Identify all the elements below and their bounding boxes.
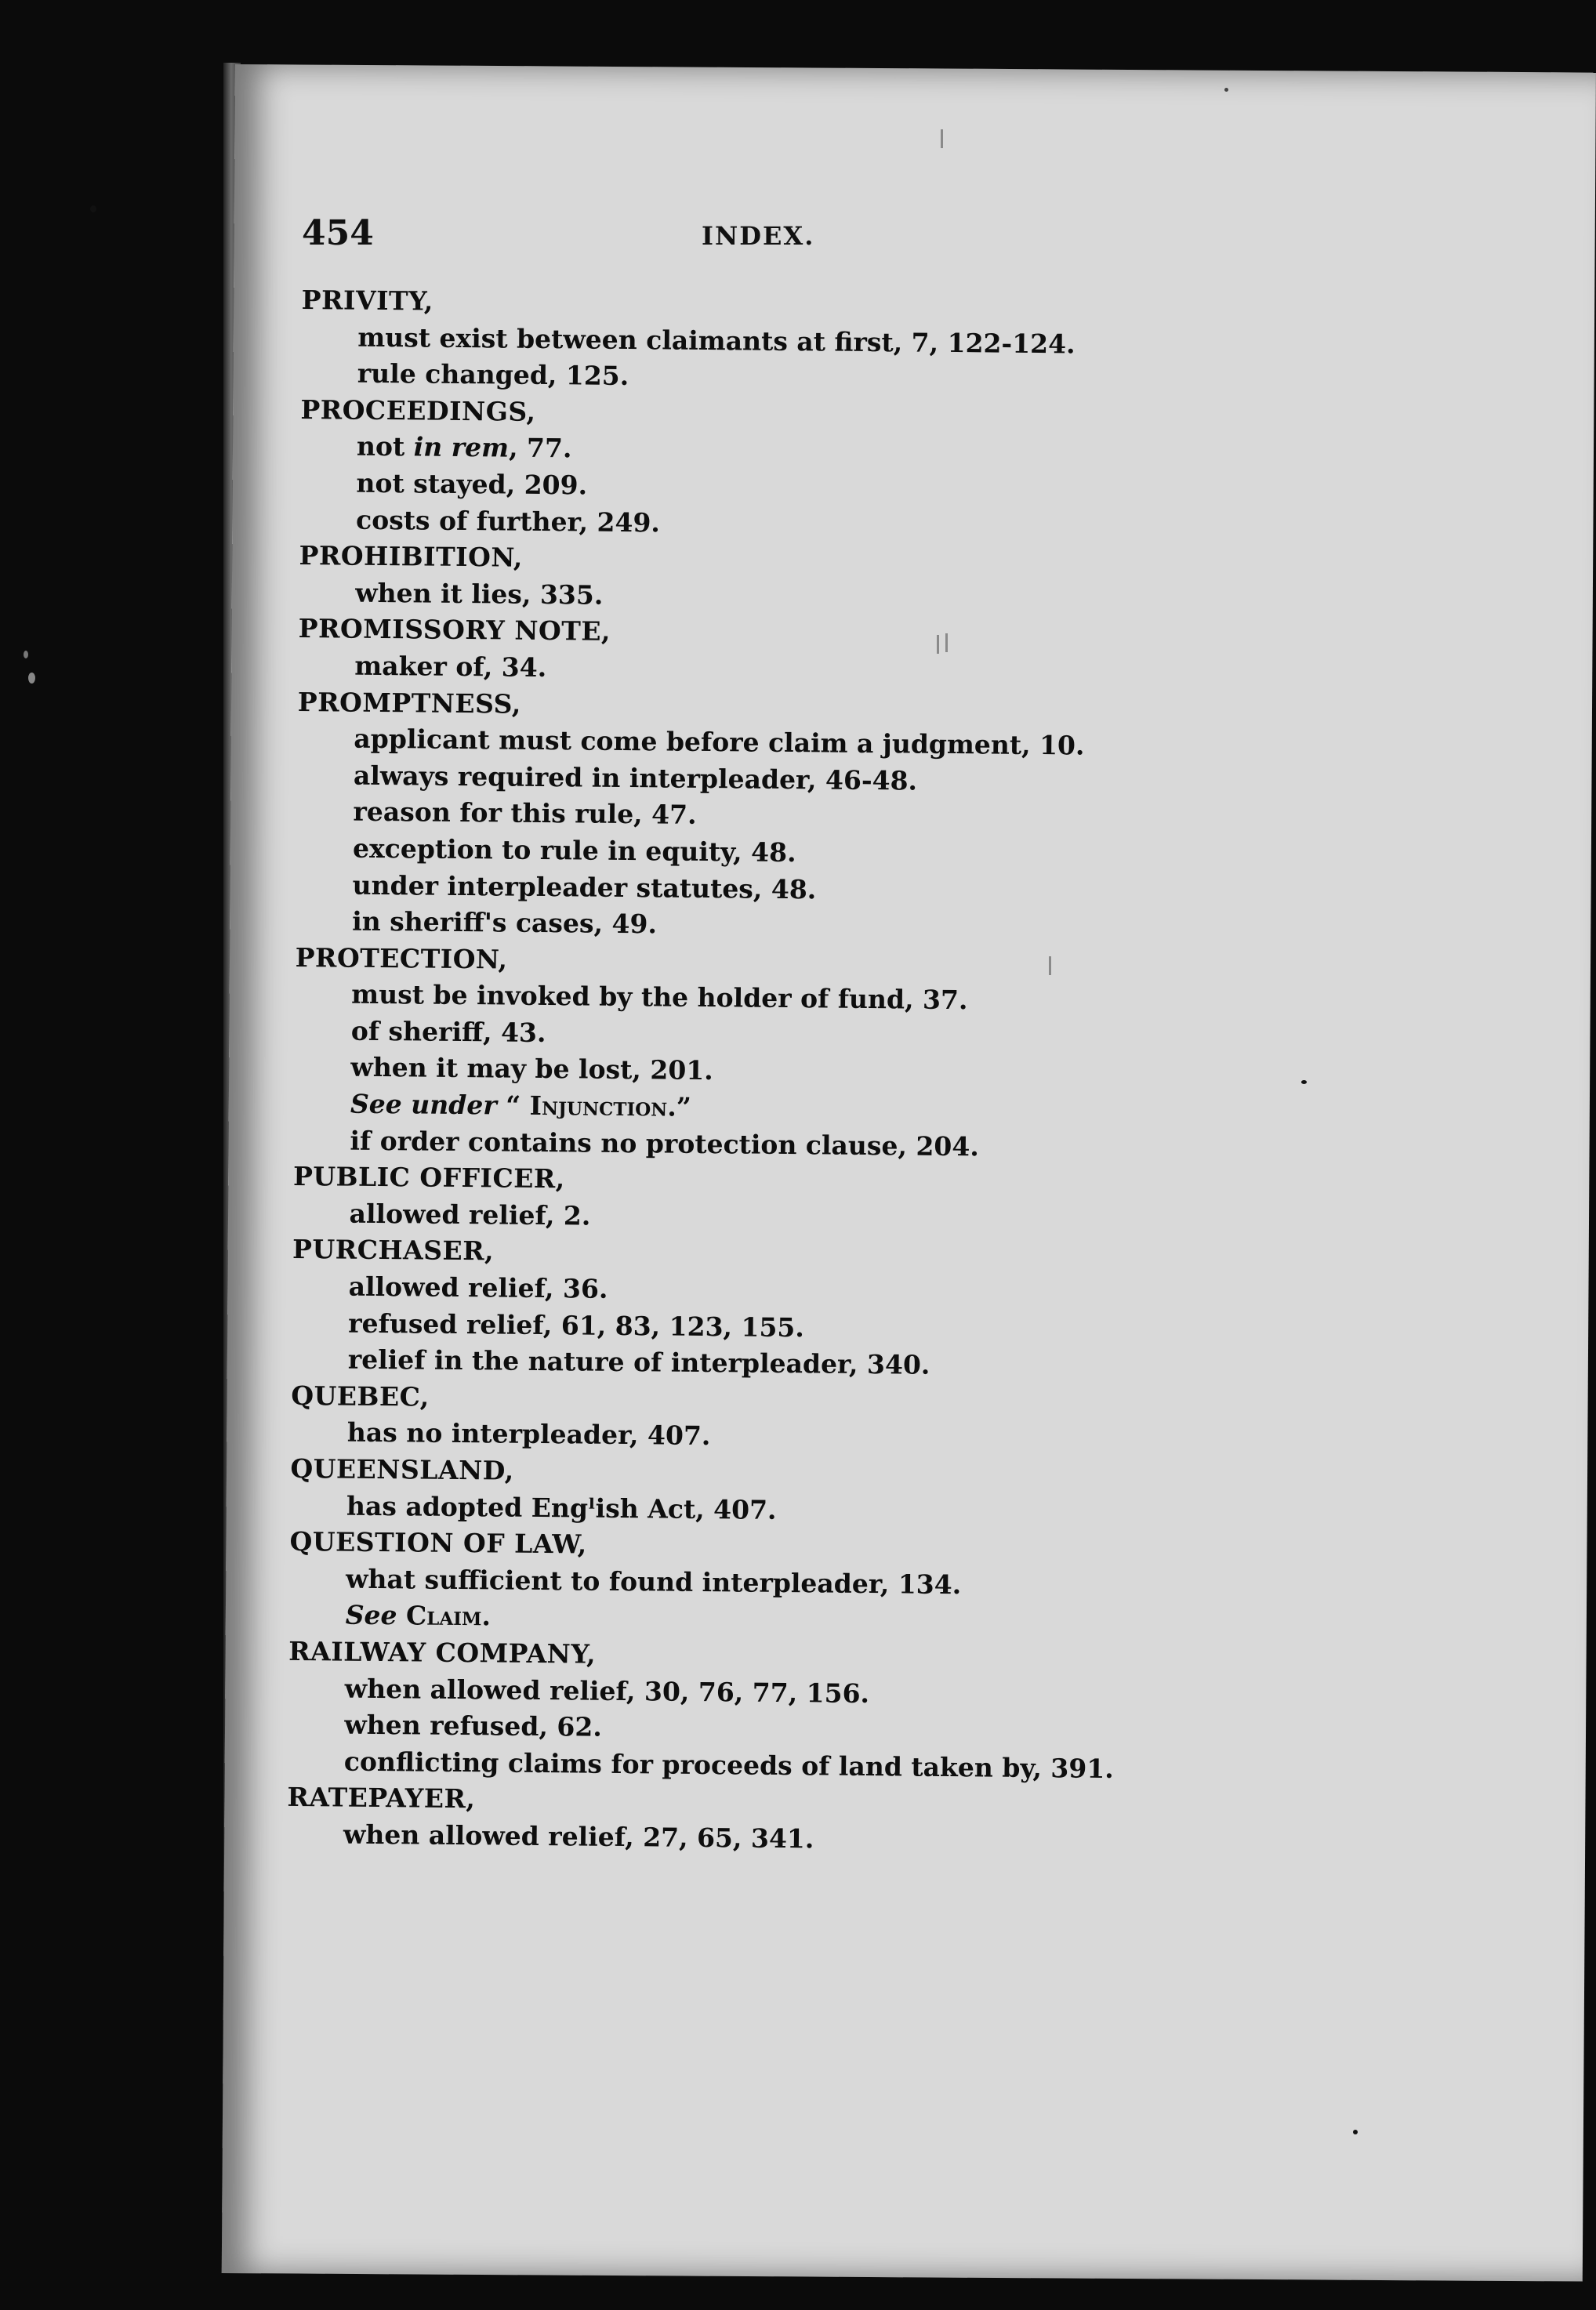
entry-text-part: See xyxy=(345,1599,397,1631)
entry-text-part xyxy=(397,1601,406,1631)
scan-speck xyxy=(24,651,28,658)
scan-speck xyxy=(28,673,35,684)
index-heading: PROTECTION, xyxy=(295,941,508,975)
index-subentry: has no interpleader, 407. xyxy=(346,1417,711,1452)
index-subentry: conflicting claims for proceeds of land taken by, 391. xyxy=(343,1746,1114,1784)
index-heading: PUBLIC OFFICER, xyxy=(292,1161,565,1195)
index-subentry: refused relief, 61, 83, 123, 155. xyxy=(348,1307,805,1343)
index-subentry: rule changed, 125. xyxy=(357,357,629,392)
entry-text-part: in rem xyxy=(413,431,510,463)
index-subentry: when refused, 62. xyxy=(344,1709,603,1742)
index-subentry: relief in the nature of interpleader, 340. xyxy=(347,1344,930,1380)
index-heading: QUEBEC, xyxy=(291,1380,430,1412)
entry-text-part: ” xyxy=(676,1091,691,1122)
index-heading: PROMPTNESS, xyxy=(297,686,521,720)
page-number: 454 xyxy=(302,213,374,253)
index-subentry: in sheriff's cases, 49. xyxy=(351,905,658,940)
index-subentry: when it lies, 335. xyxy=(355,577,604,611)
index-subentry: what sufficient to found interpleader, 134. xyxy=(345,1563,962,1600)
running-title: INDEX. xyxy=(702,221,815,251)
index-subentry: must be invoked by the holder of fund, 37. xyxy=(351,978,968,1016)
entry-text-part: “ xyxy=(496,1090,530,1121)
index-subentry: not stayed, 209. xyxy=(356,467,588,501)
entry-text-part: not xyxy=(356,431,414,462)
index-subentry: when allowed relief, 30, 76, 77, 156. xyxy=(344,1673,870,1709)
index-subentry: applicant must come before claim a judgment, 10. xyxy=(354,723,1085,761)
scan-speck xyxy=(1224,88,1228,92)
index-subentry: costs of further, 249. xyxy=(355,504,661,538)
entry-text-part: Claim. xyxy=(405,1600,491,1632)
page-header xyxy=(302,213,1086,260)
scan-speck xyxy=(1353,2130,1358,2134)
index-subentry: reason for this rule, 47. xyxy=(353,796,697,831)
index-heading: RATEPAYER, xyxy=(287,1782,476,1815)
scan-speck xyxy=(90,205,96,212)
index-heading: PRIVITY, xyxy=(301,284,434,317)
index-entries xyxy=(287,282,1517,1864)
index-subentry: allowed relief, 36. xyxy=(348,1271,608,1304)
index-heading: PROMISSORY NOTE, xyxy=(298,613,611,647)
index-subentry: always required in interpleader, 46-48. xyxy=(353,760,918,796)
index-heading: RAILWAY COMPANY, xyxy=(288,1635,597,1670)
index-subentry: maker of, 34. xyxy=(354,650,547,683)
entry-text-part: Injunction. xyxy=(529,1090,676,1122)
index-heading: QUESTION OF LAW, xyxy=(289,1526,587,1560)
index-subentry: when it may be lost, 201. xyxy=(350,1052,713,1086)
entry-text-part: , 77. xyxy=(508,432,572,464)
index-subentry: allowed relief, 2. xyxy=(349,1198,591,1231)
index-subentry: exception to rule in equity, 48. xyxy=(352,832,796,868)
index-heading: PROCEEDINGS, xyxy=(300,393,536,427)
scan-mark xyxy=(941,129,943,148)
index-heading: PROHIBITION, xyxy=(299,540,524,573)
index-subentry: must exist between claimants at first, 7, 122-124. xyxy=(357,321,1075,360)
index-subentry: under interpleader statutes, 48. xyxy=(352,869,817,905)
index-heading: QUEENSLAND, xyxy=(290,1452,514,1486)
index-subentry: if order contains no protection clause, 204. xyxy=(350,1125,980,1162)
index-subentry: when allowed relief, 27, 65, 341. xyxy=(343,1819,814,1855)
index-subentry: has adopted Engˡish Act, 407. xyxy=(346,1490,777,1525)
entry-text-part: See under xyxy=(350,1088,497,1121)
index-subentry: of sheriff, 43. xyxy=(350,1015,546,1048)
index-heading: PURCHASER, xyxy=(292,1234,495,1267)
